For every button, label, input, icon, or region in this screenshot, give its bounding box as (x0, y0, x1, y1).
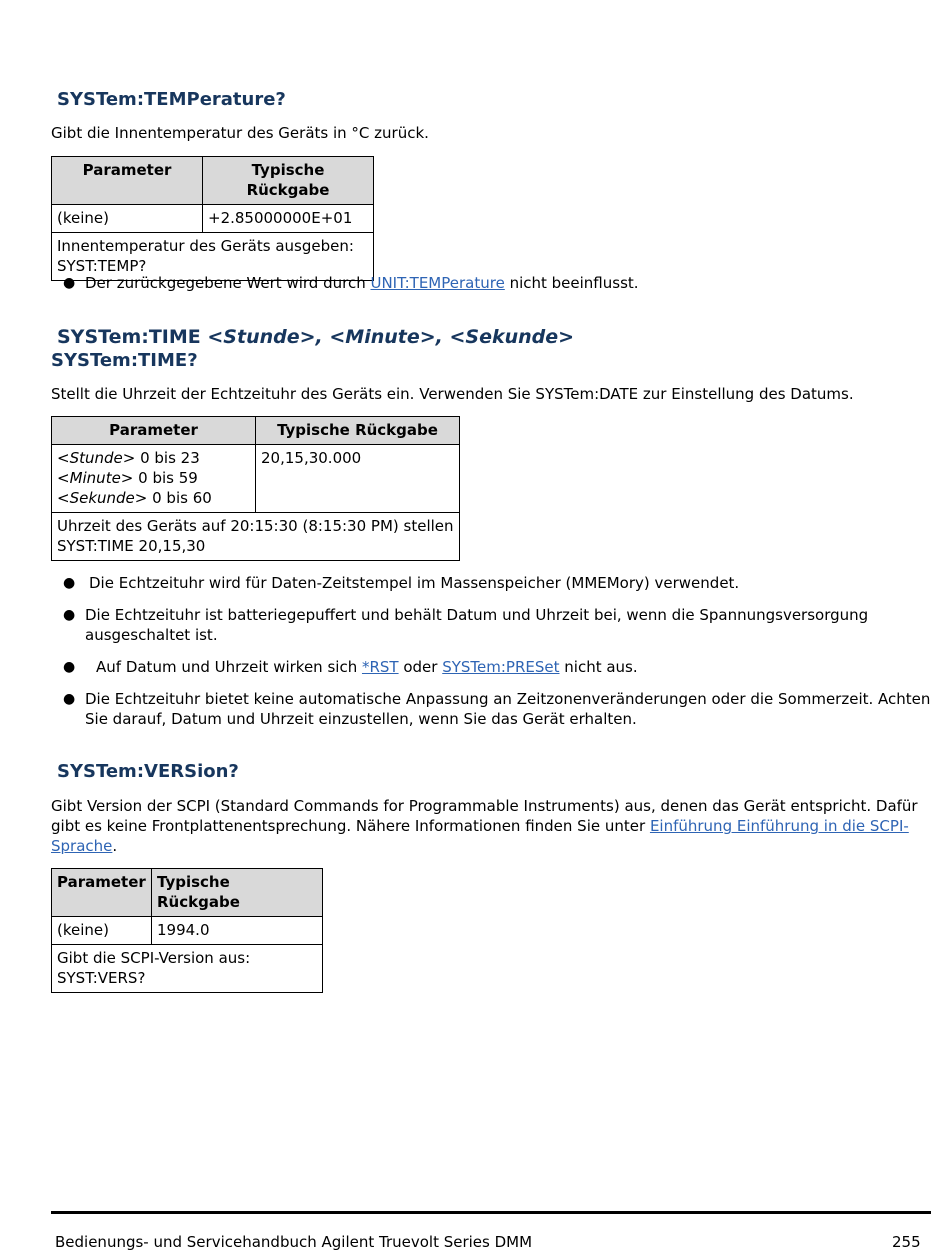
return-cell: 20,15,30.000 (256, 445, 460, 513)
example-description: Uhrzeit des Geräts auf 20:15:30 (8:15:30 PM) stellen (57, 517, 454, 535)
param-cell: (keine) (52, 205, 203, 233)
example-cell (52, 945, 323, 993)
bullet-icon: ● (63, 607, 76, 623)
temperature-param-table (51, 156, 374, 281)
link-unit-temperature[interactable]: UNIT:TEMPerature (370, 274, 505, 292)
header-typical-return: Typische Rückgabe (256, 417, 460, 445)
link-system-preset[interactable]: SYSTem:PRESet (442, 658, 560, 676)
page-number: 255 (892, 1233, 921, 1251)
section-heading-temperature: SYSTem:TEMPerature? (57, 89, 286, 110)
example-command: SYST:TIME 20,15,30 (57, 537, 206, 555)
example-cell (52, 513, 460, 561)
param-cell: <Stunde> 0 bis 23 <Minute> 0 bis 59 <Sekunde> 0 bis 60 (52, 445, 256, 513)
example-command: SYST:TEMP? (57, 257, 147, 275)
section-heading-version: SYSTem:VERSion? (57, 761, 239, 782)
param-cell: (keine) (52, 917, 152, 945)
header-typical-return: Typische Rückgabe (203, 157, 374, 205)
bullet-icon: ● (63, 275, 76, 291)
version-param-table (51, 868, 323, 993)
time-description: Stellt die Uhrzeit der Echtzeituhr des Geräts ein. Verwenden Sie SYSTem:DATE zur Einstellung des Datums. (51, 385, 854, 403)
footer-title: Bedienungs- und Servicehandbuch Agilent Truevolt Series DMM (55, 1233, 533, 1251)
example-description: Gibt die SCPI-Version aus: (57, 949, 251, 967)
bullet-icon: ● (63, 691, 76, 707)
temperature-description: Gibt die Innentemperatur des Geräts in °C zurück. (51, 124, 429, 142)
example-description: Innentemperatur des Geräts ausgeben: (57, 237, 354, 255)
version-description: Gibt Version der SCPI (Standard Commands for Programmable Instruments) aus, denen das Gerät entspricht. Dafür gibt es keine Frontplattenentsprechung. Nähere Informationen finden Sie unter Einführung Einführung in die SCPI- Sprache. (51, 797, 918, 855)
header-parameter: Parameter (52, 417, 256, 445)
time-param-table (51, 416, 460, 561)
section-heading-time: SYSTem:TIME <Stunde>, <Minute>, <Sekunde> (57, 326, 575, 348)
section-heading-time-query: SYSTem:TIME? (51, 350, 198, 371)
example-command: SYST:VERS? (57, 969, 146, 987)
header-parameter: Parameter (52, 157, 203, 205)
bullet-icon: ● (63, 575, 76, 591)
link-rst[interactable]: *RST (361, 658, 399, 676)
link-scpi-introduction[interactable]: Einführung Einführung in die SCPI- (649, 817, 909, 835)
link-scpi-language[interactable]: Sprache (51, 837, 113, 855)
footer-rule (51, 1211, 931, 1214)
return-cell: 1994.0 (152, 917, 323, 945)
return-cell: +2.85000000E+01 (203, 205, 374, 233)
bullet-icon: ● (63, 659, 76, 675)
header-typical-return: Typische Rückgabe (152, 869, 323, 917)
header-parameter: Parameter (52, 869, 152, 917)
